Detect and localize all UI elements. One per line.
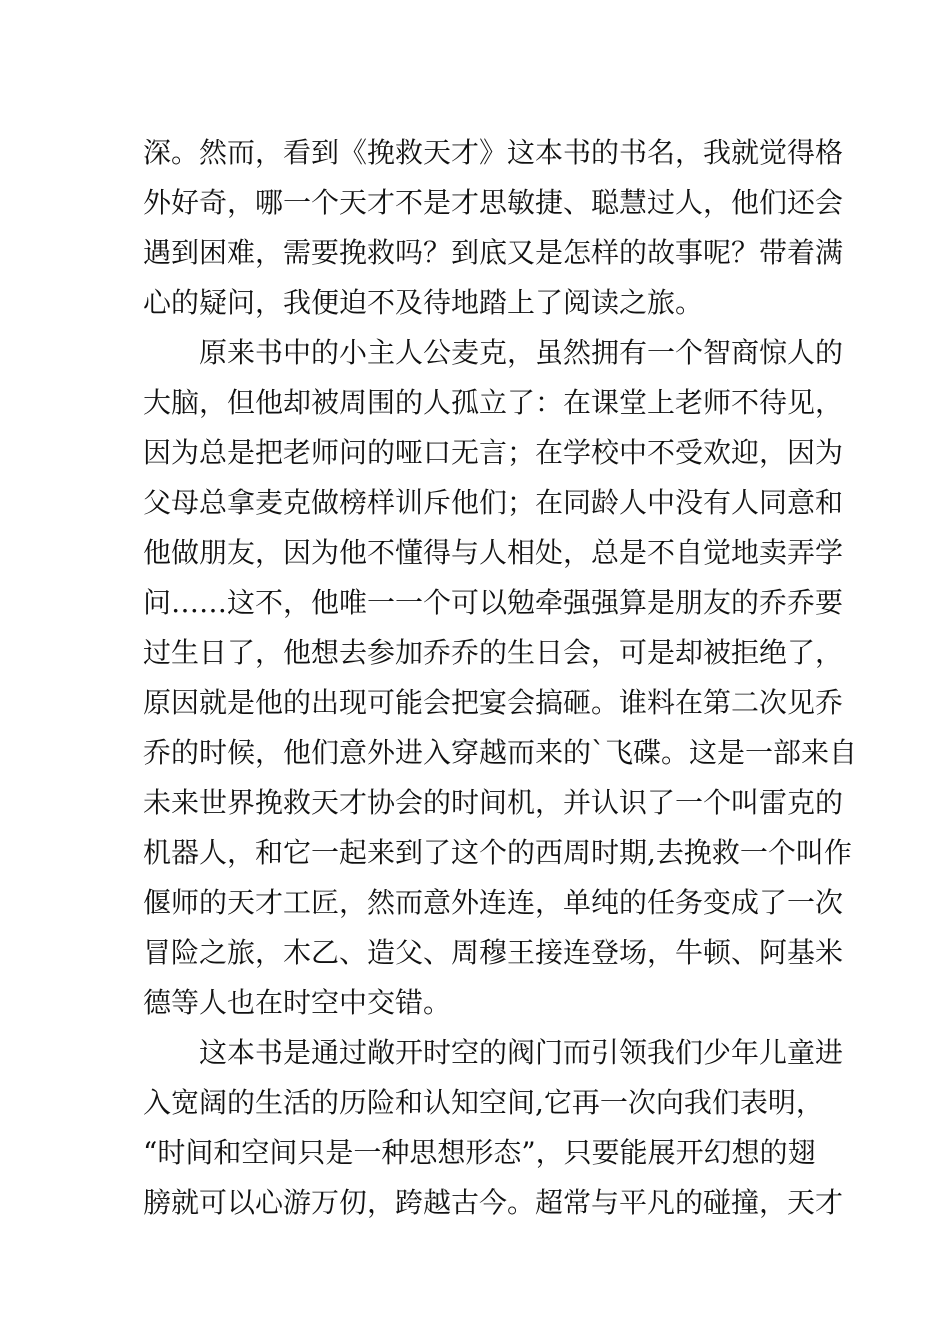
text-line: 心的疑问，我便迫不及待地踏上了阅读之旅。	[143, 286, 704, 319]
paragraph-2	[143, 328, 858, 1028]
text-line: 他做朋友，因为他不懂得与人相处，总是不自觉地卖弄学	[143, 536, 844, 569]
text-line: “时间和空间只是一种思想形态”，只要能展开幻想的翅	[143, 1136, 816, 1169]
paragraph-3	[143, 1028, 844, 1228]
text-line: 入宽阔的生活的历险和认知空间,它再一次向我们表明，	[143, 1086, 824, 1119]
text-line: 德等人也在时空中交错。	[143, 986, 452, 1019]
text-line: 冒险之旅，木乙、造父、周穆王接连登场，牛顿、阿基米	[143, 936, 844, 969]
text-line: 乔的时候，他们意外进入穿越而来的`飞碟。这是一部来自	[143, 736, 858, 769]
text-line: 遇到困难，需要挽救吗？到底又是怎样的故事呢？带着满	[143, 236, 844, 269]
text-line: 这本书是通过敞开时空的阀门而引领我们少年儿童进	[199, 1036, 844, 1069]
text-line: 深。然而，看到《挽救天才》这本书的书名，我就觉得格	[143, 136, 844, 169]
text-line: 膀就可以心游万仞，跨越古今。超常与平凡的碰撞，天才	[143, 1186, 844, 1219]
text-line: 未来世界挽救天才协会的时间机，并认识了一个叫雷克的	[143, 786, 844, 819]
text-line: 父母总拿麦克做榜样训斥他们；在同龄人中没有人同意和	[143, 486, 844, 519]
paragraph-1	[143, 128, 844, 328]
text-line: 大脑，但他却被周围的人孤立了：在课堂上老师不待见，	[143, 386, 844, 419]
text-line: 外好奇，哪一个天才不是才思敏捷、聪慧过人，他们还会	[143, 186, 844, 219]
text-line: 原来书中的小主人公麦克，虽然拥有一个智商惊人的	[199, 336, 844, 369]
body-text	[143, 128, 858, 1228]
text-line: 因为总是把老师问的哑口无言；在学校中不受欢迎，因为	[143, 436, 844, 469]
text-line: 机器人，和它一起来到了这个的西周时期,去挽救一个叫作	[143, 836, 852, 869]
text-line: 过生日了，他想去参加乔乔的生日会，可是却被拒绝了，	[143, 636, 844, 669]
text-line: 偃师的天才工匠，然而意外连连，单纯的任务变成了一次	[143, 886, 844, 919]
text-line: 原因就是他的出现可能会把宴会搞砸。谁料在第二次见乔	[143, 686, 844, 719]
text-line: 问……这不，他唯一一个可以勉牵强强算是朋友的乔乔要	[143, 586, 844, 619]
